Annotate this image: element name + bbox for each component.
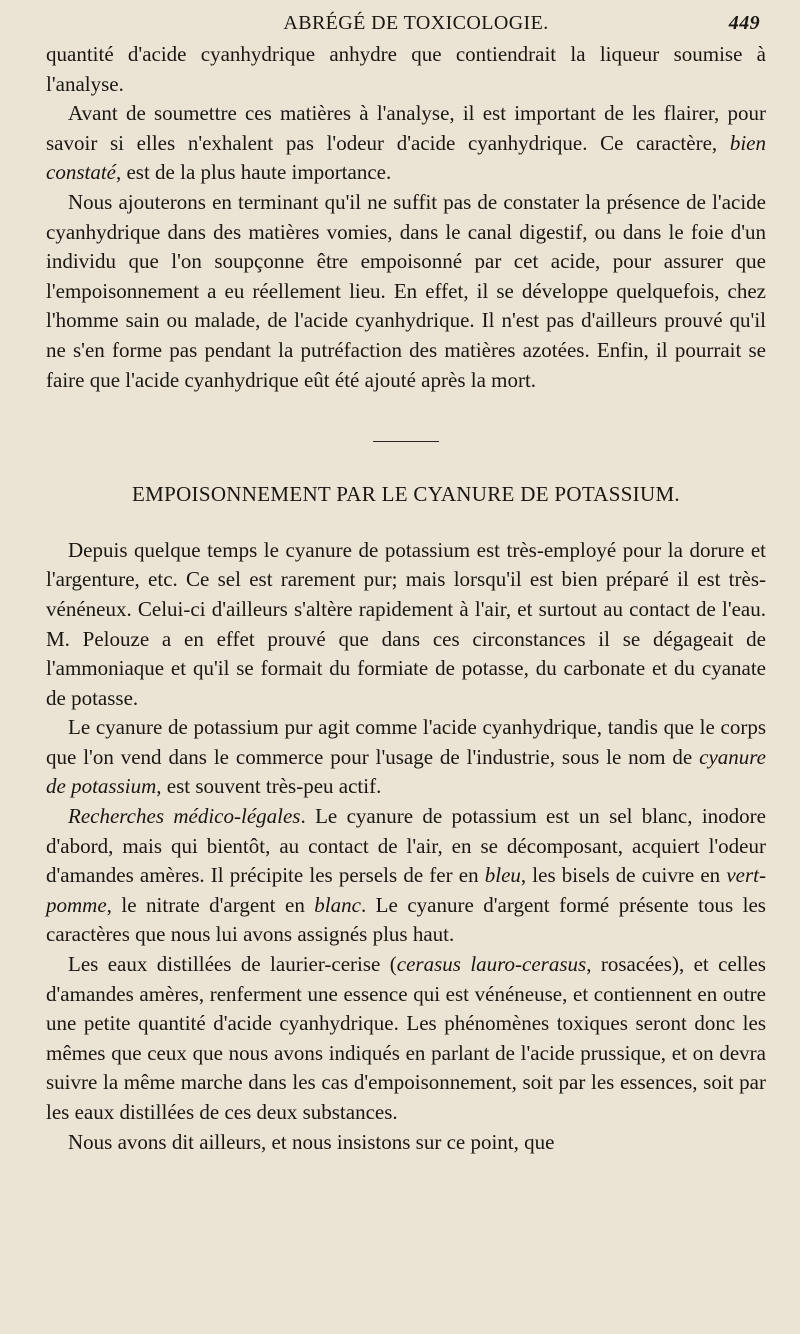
section-heading: EMPOISONNEMENT PAR LE CYANURE DE POTASSIUM.: [132, 482, 680, 507]
italic-phrase: cerasus lauro-cerasus: [396, 952, 587, 977]
section-divider: [373, 441, 439, 442]
paragraph-text: Le cyanure de potassium pur agit comme l'acide cyanhydrique, tandis que le corps que l'on vend dans le commerce pour l'usage de l'industrie, sous le nom de: [46, 715, 766, 769]
paragraph-text: , rosacées), et celles d'amandes amères, renferment une essence qui est vénéneuse, et contiennent en outre une petite quantité d'acide cyanhydrique. Les phénomènes toxiques seront donc les mêmes que ceux que nous avons indiqués en parlant de l'acide prussique, et on devra suivre la même marche dans les cas d'empoisonnement, soit par les essences, soit par les eaux distillées de ces deux substances.: [46, 952, 766, 1124]
paragraph-conclusion: [46, 188, 766, 395]
page-body: [46, 40, 766, 1157]
paragraph-text: Depuis quelque temps le cyanure de potassium est très-employé pour la dorure et l'argenture, etc. Ce sel est rarement pur; mais lorsqu'il est bien préparé il est très-vénéneux. Celui-ci d'ailleurs s'altère rapidement à l'air, et surtout au contact de l'eau. M. Pelouze a en effet prouvé que dans ces circonstances il se dégageait de l'ammoniaque et qu'il se formait du formiate de potasse, du carbonate et du cyanate de potasse.: [46, 537, 766, 710]
italic-word: blanc: [314, 892, 361, 917]
paragraph-text: , est souvent très-peu actif.: [156, 774, 382, 799]
paragraph-flairer: [46, 99, 766, 188]
page-number: 449: [728, 12, 760, 34]
italic-phrase: bien constaté: [46, 130, 766, 185]
paragraph-continuation: [46, 40, 766, 99]
paragraph-final: [46, 1128, 766, 1158]
paragraph-action: [46, 713, 766, 802]
paragraph-text: Les eaux distillées de laurier-cerise (: [68, 952, 397, 977]
paragraph-text: . Le cyanure d'argent formé présente tous les caractères que nous lui avons assignés plus haut.: [46, 892, 766, 947]
paragraph-text: quantité d'acide cyanhydrique anhydre que contiendrait la liqueur soumise à l'analyse.: [46, 42, 766, 96]
paragraph-text: . Le cyanure de potassium est un sel blanc, inodore d'abord, mais qui bientôt, au contact de l'air, en se décomposant, acquiert l'odeur d'amandes amères. Il précipite les persels de fer en: [46, 804, 766, 888]
paragraph-text: Nous avons dit ailleurs, et nous insistons sur ce point, que: [68, 1129, 555, 1154]
italic-phrase: cyanure de potassium: [46, 744, 766, 799]
italic-lead: Recherches médico-légales: [68, 804, 301, 829]
paragraph-recherches: [46, 802, 766, 950]
italic-word: vert-pomme: [46, 863, 766, 917]
running-title: ABRÉGÉ DE TOXICOLOGIE.: [283, 12, 549, 34]
paragraph-text: Avant de soumettre ces matières à l'analyse, il est important de les flairer, pour savoir si elles n'exhalent pas l'odeur d'acide cyanhydrique. Ce caractère,: [46, 101, 766, 155]
paragraph-eaux-distillees: [46, 950, 766, 1128]
paragraph-usage: [46, 536, 766, 714]
paragraph-text: , les bisels de cuivre en: [520, 863, 727, 888]
paragraph-text: Nous ajouterons en terminant qu'il ne suffit pas de constater la présence de l'acide cyanhydrique dans des matières vomies, dans le canal digestif, ou dans le foie d'un individu que l'on soupçonne être empoisonné par cet acide, pour assurer que l'empoisonnement a eu réellement lieu. En effet, il se développe quelquefois, chez l'homme sain ou malade, de l'acide cyanhydrique. Il n'est pas d'ailleurs prouvé qu'il ne s'en forme pas pendant la putréfaction des matières azotées. Enfin, il pourrait se faire que l'acide cyanhydrique eût été ajouté après la mort.: [46, 189, 766, 392]
paragraph-text: , est de la plus haute importance.: [115, 160, 392, 185]
paragraph-text: , le nitrate d'argent en: [106, 892, 315, 917]
running-header: [46, 0, 766, 40]
italic-word: bleu: [484, 863, 521, 888]
